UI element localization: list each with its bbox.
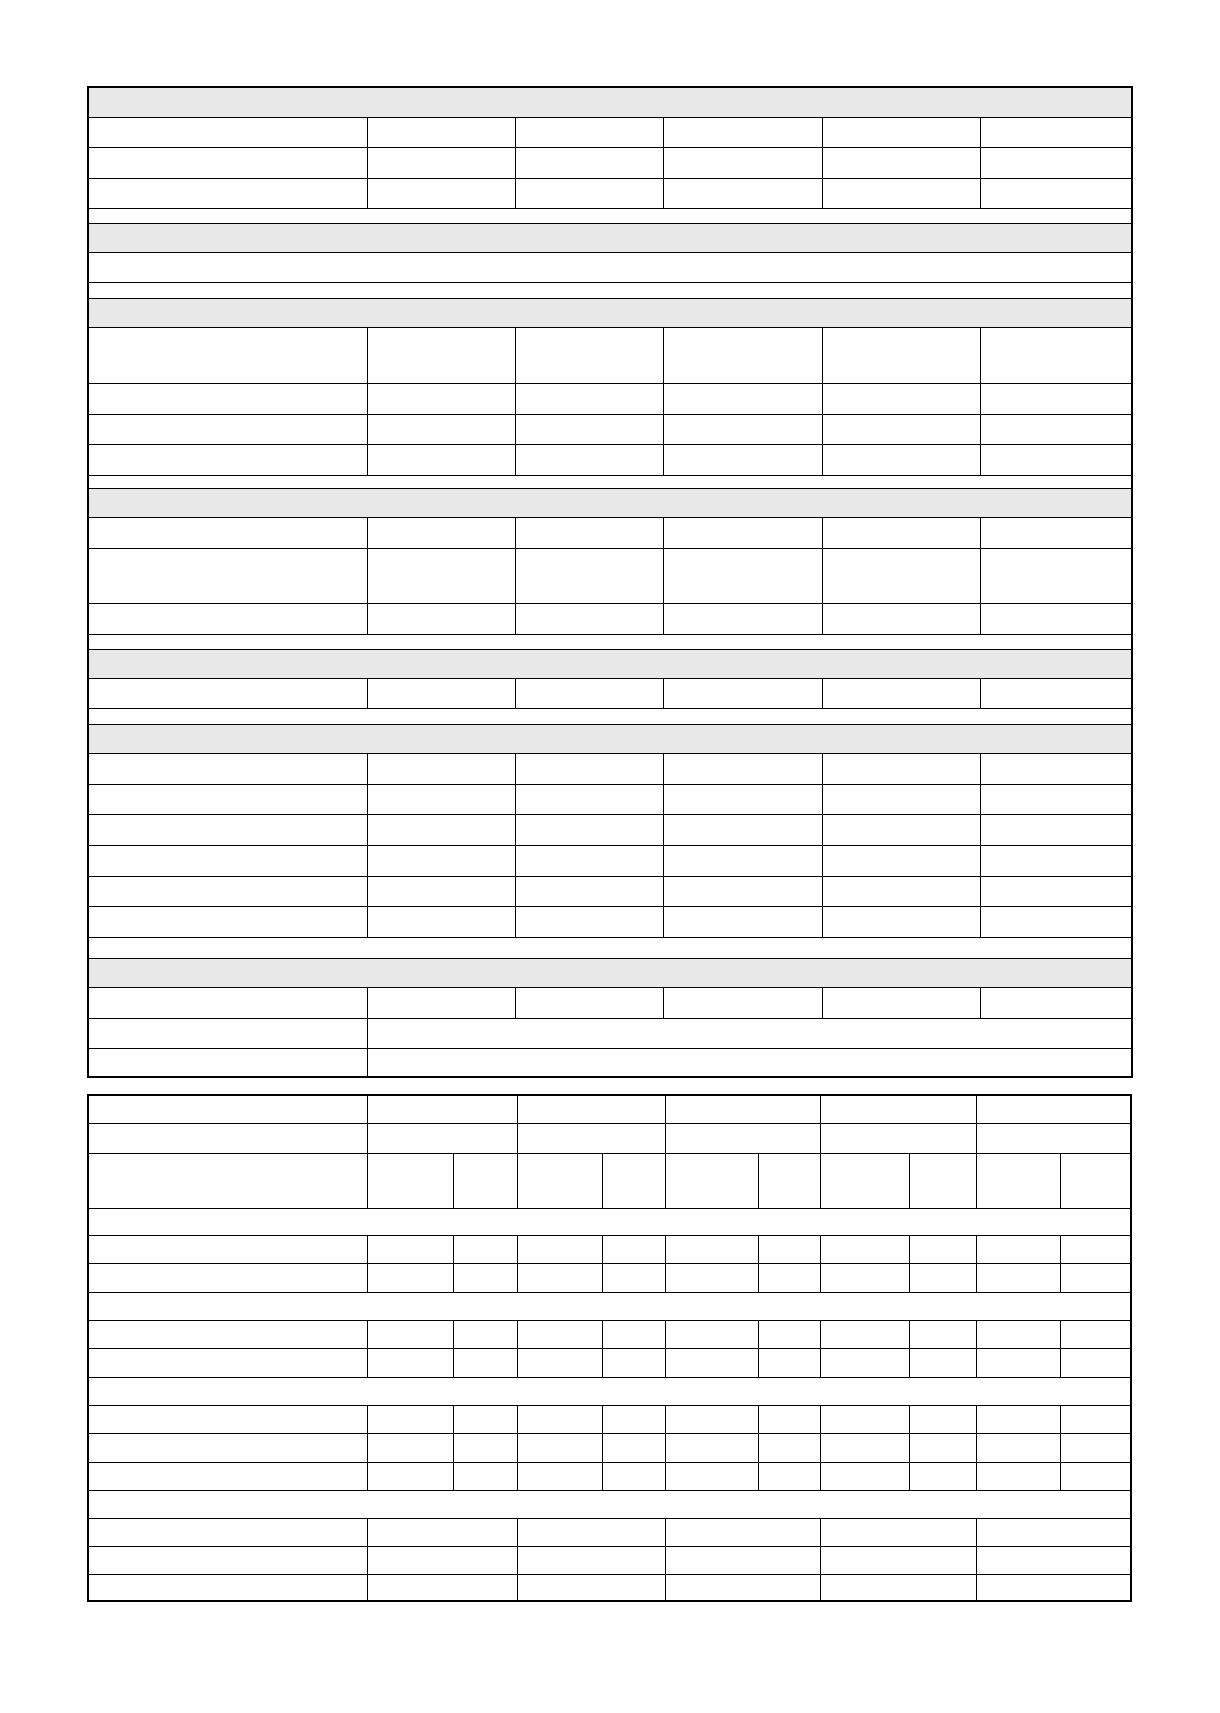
section-2-header: [89, 224, 1131, 252]
section-5-header: [89, 650, 1131, 678]
divider: [89, 252, 1131, 253]
divider: [89, 208, 1131, 209]
divider: [89, 1208, 1130, 1209]
column-divider: [602, 1320, 603, 1377]
column-divider: [602, 1153, 603, 1208]
section-3-header: [89, 299, 1131, 327]
divider: [89, 414, 1131, 415]
column-divider: [822, 678, 823, 708]
column-divider: [453, 1235, 454, 1292]
divider: [89, 937, 1131, 938]
column-divider: [909, 1235, 910, 1292]
divider: [89, 548, 1131, 549]
divider: [89, 1348, 1130, 1349]
divider: [89, 178, 1131, 179]
divider: [89, 117, 1131, 118]
column-divider: [820, 1518, 821, 1602]
column-divider: [820, 1405, 821, 1490]
column-divider: [663, 117, 664, 208]
column-divider: [1060, 1405, 1061, 1490]
column-divider: [367, 1405, 368, 1490]
column-divider: [822, 987, 823, 1018]
column-divider: [517, 1320, 518, 1377]
divider: [89, 1018, 1131, 1019]
divider: [89, 784, 1131, 785]
divider: [89, 517, 1131, 518]
column-divider: [976, 1235, 977, 1292]
upper-form: [87, 86, 1133, 1078]
column-divider: [517, 1235, 518, 1292]
column-divider: [367, 987, 368, 1078]
column-divider: [976, 1518, 977, 1602]
column-divider: [665, 1235, 666, 1292]
divider: [89, 603, 1131, 604]
column-divider: [909, 1405, 910, 1490]
column-divider: [663, 678, 664, 708]
column-divider: [822, 753, 823, 937]
column-divider: [665, 1518, 666, 1602]
section-7-header: [89, 959, 1131, 987]
divider: [89, 1546, 1130, 1547]
divider: [89, 1235, 1130, 1236]
column-divider: [367, 1235, 368, 1292]
column-divider: [367, 327, 368, 475]
divider: [89, 1153, 1130, 1154]
column-divider: [820, 1235, 821, 1292]
divider: [89, 327, 1131, 328]
column-divider: [515, 327, 516, 475]
column-divider: [663, 753, 664, 937]
divider: [89, 845, 1131, 846]
column-divider: [820, 1096, 821, 1208]
column-divider: [515, 678, 516, 708]
column-divider: [980, 517, 981, 634]
divider: [89, 1123, 1130, 1124]
column-divider: [1060, 1320, 1061, 1377]
section-4-header: [89, 489, 1131, 517]
divider: [89, 1574, 1130, 1575]
column-divider: [367, 753, 368, 937]
column-divider: [453, 1153, 454, 1208]
column-divider: [980, 117, 981, 208]
column-divider: [758, 1320, 759, 1377]
column-divider: [367, 678, 368, 708]
column-divider: [517, 1518, 518, 1602]
column-divider: [909, 1320, 910, 1377]
column-divider: [515, 117, 516, 208]
column-divider: [1060, 1235, 1061, 1292]
column-divider: [517, 1405, 518, 1490]
divider: [89, 444, 1131, 445]
column-divider: [367, 1518, 368, 1602]
column-divider: [517, 1096, 518, 1208]
divider: [89, 1490, 1130, 1491]
column-divider: [515, 517, 516, 634]
divider: [89, 1518, 1130, 1519]
column-divider: [758, 1153, 759, 1208]
divider: [89, 475, 1131, 476]
column-divider: [663, 987, 664, 1018]
column-divider: [822, 117, 823, 208]
column-divider: [758, 1235, 759, 1292]
column-divider: [976, 1405, 977, 1490]
column-divider: [976, 1096, 977, 1208]
section-6-header: [89, 725, 1131, 753]
divider: [89, 634, 1131, 635]
column-divider: [515, 753, 516, 937]
column-divider: [758, 1405, 759, 1490]
column-divider: [367, 517, 368, 634]
divider: [89, 1405, 1130, 1406]
divider: [89, 1462, 1130, 1463]
column-divider: [820, 1320, 821, 1377]
column-divider: [602, 1235, 603, 1292]
column-divider: [453, 1320, 454, 1377]
column-divider: [822, 327, 823, 475]
divider: [89, 1048, 1131, 1049]
column-divider: [453, 1405, 454, 1490]
column-divider: [367, 117, 368, 208]
column-divider: [515, 987, 516, 1018]
divider: [89, 1377, 1130, 1378]
column-divider: [367, 1096, 368, 1208]
column-divider: [980, 678, 981, 708]
divider: [89, 1292, 1130, 1293]
column-divider: [976, 1320, 977, 1377]
column-divider: [665, 1096, 666, 1208]
column-divider: [663, 517, 664, 634]
column-divider: [980, 327, 981, 475]
column-divider: [602, 1405, 603, 1490]
column-divider: [822, 517, 823, 634]
column-divider: [980, 753, 981, 937]
divider: [89, 708, 1131, 709]
divider: [89, 753, 1131, 754]
divider: [89, 987, 1131, 988]
divider: [89, 876, 1131, 877]
column-divider: [663, 327, 664, 475]
divider: [89, 1433, 1130, 1434]
divider: [89, 383, 1131, 384]
section-1-header: [89, 88, 1131, 117]
divider: [89, 678, 1131, 679]
column-divider: [1060, 1153, 1061, 1208]
divider: [89, 1320, 1130, 1321]
lower-table: [87, 1094, 1132, 1602]
divider: [89, 1263, 1130, 1264]
column-divider: [909, 1153, 910, 1208]
column-divider: [980, 987, 981, 1018]
column-divider: [665, 1405, 666, 1490]
column-divider: [665, 1320, 666, 1377]
column-divider: [367, 1320, 368, 1377]
divider: [89, 147, 1131, 148]
divider: [89, 282, 1131, 283]
divider: [89, 814, 1131, 815]
divider: [89, 906, 1131, 907]
